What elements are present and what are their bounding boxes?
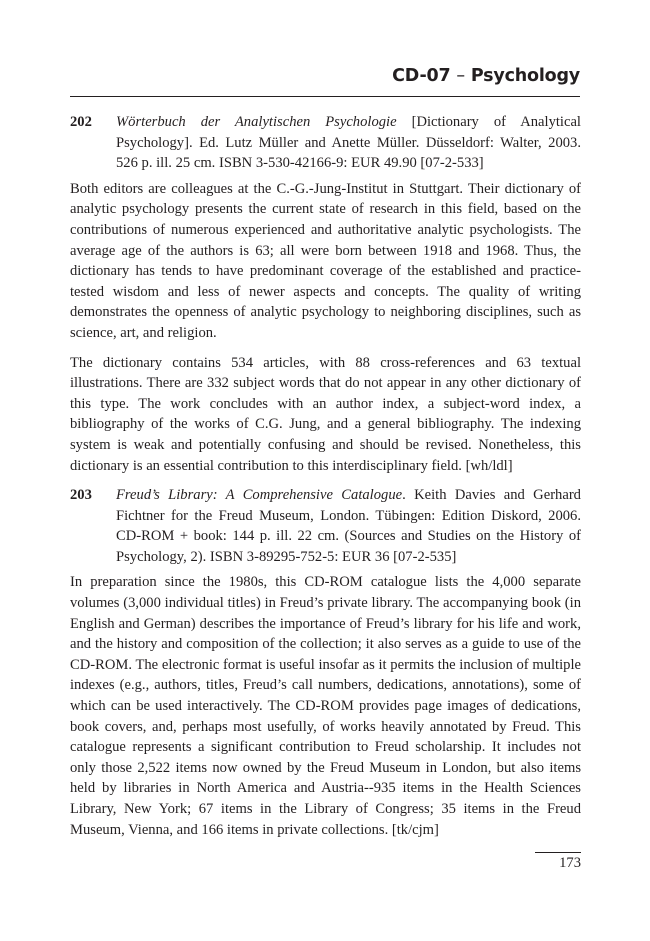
entry-citation-details: . Keith Davies and Gerhard Fichtner for the Freud Museum, London. Tübingen: Edition Diskord, 2006. CD-ROM + book: 144 p. ill. 22 cm. (Sources and Studies on the History of Psychology, 2). ISBN 3-89295-752-5: EUR 36 [07-2-535] bbox=[116, 487, 581, 565]
running-header bbox=[70, 64, 580, 97]
entry-citation-details: [Dictionary of Analytical Psychology]. Ed. Lutz Müller and Anette Müller. Düsseldorf: Walter, 2003. 526 p. ill. 25 cm. ISBN 3-530-42166-9: EUR 49.90 [07-2-533] bbox=[116, 114, 581, 172]
entry-title: Wörterbuch der Analytischen Psychologie bbox=[116, 114, 397, 130]
page-number: 173 bbox=[535, 852, 581, 872]
review-paragraph: In preparation since the 1980s, this CD-ROM catalogue lists the 4,000 separate volumes (3,000 individual titles) in Freud’s private library. The accompanying book (in English and German) describes the importance of Freud’s library for his life and work, and the history and composition of the collection; it also serves as a guide to use of the CD-ROM. The electronic format is useful insofar as it permits the inclusion of multiple indexes (e.g., authors, titles, Freud’s call numbers, dedications, annotations), some of which can be used interactively. The CD-ROM provides page images of dedications, book covers, and, perhaps most usefully, of works heavily annotated by Freud. This catalogue represents a significant contribution to Freud scholarship. It includes not only those 2,522 items now owned by the Freud Museum in London, but also items held by libraries in North America and Austria--935 items in the Health Sciences Library, New York; 67 items in the Library of Congress; 35 items in the Freud Museum, Vienna, and 166 items in private collections. [tk/cjm] bbox=[70, 574, 581, 838]
entry-title: Freud’s Library: A Comprehensive Catalogue bbox=[116, 487, 403, 504]
entry-number: 203 bbox=[70, 487, 92, 504]
section-title bbox=[392, 66, 580, 86]
entry-202 bbox=[70, 112, 581, 174]
section-subject: Psychology bbox=[470, 66, 580, 86]
review-paragraph: The dictionary contains 534 articles, with 88 cross-references and 63 textual illustrations. There are 332 subject words that do not appear in any other dictionary of this type. The work concludes with an author index, a subject-word index, a bibliography of the works of C.G. Jung, and a general bibliography. The indexing system is weak and potentially confusing and should be revised. Nonetheless, this dictionary is an essential contribution to this interdisciplinary field. [wh/ldl] bbox=[70, 354, 581, 474]
section-separator: – bbox=[456, 66, 465, 86]
section-code: CD-07 bbox=[392, 66, 451, 86]
entry-citation bbox=[116, 112, 581, 174]
entry-number: 202 bbox=[70, 114, 92, 130]
review-paragraph: Both editors are colleagues at the C.-G.-Jung-Institut in Stuttgart. Their dictionary of analytic psychology presents the current state of research in this field, based on the contributions of numerous experienced and authoritative analytic psychologists. The average age of the authors is 63; all were born between 1918 and 1968. Thus, the dictionary has tends to have predominant coverage of the established and practice-tested wisdom and less of newer aspects and concepts. The quality of writing demonstrates the openness of analytic psychology to neighboring disciplines, such as science, art, and religion. bbox=[70, 180, 581, 341]
entry-citation bbox=[116, 485, 581, 567]
entry-203 bbox=[70, 485, 581, 567]
page-content bbox=[70, 112, 581, 849]
